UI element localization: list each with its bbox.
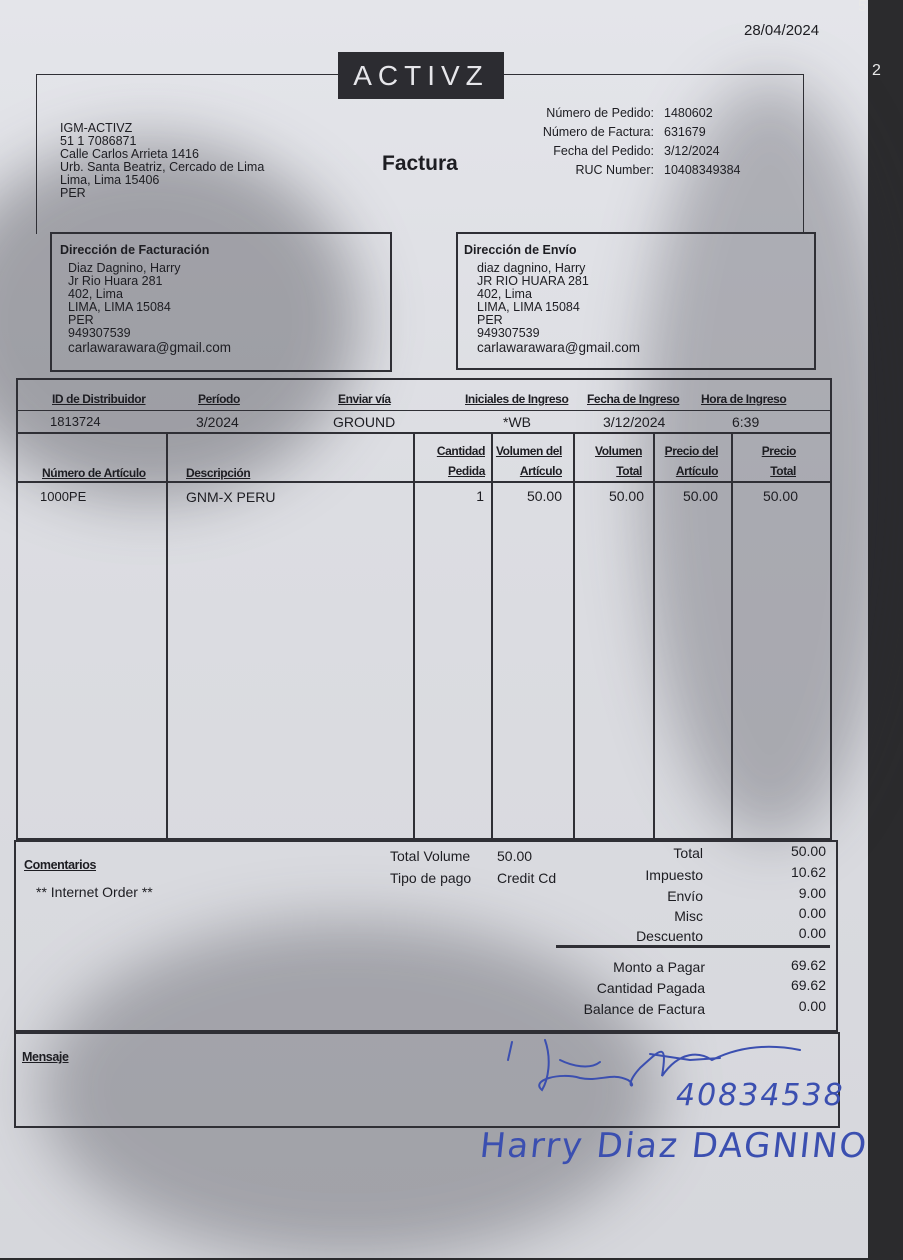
distributor-id-header: ID de Distribuidor	[52, 392, 146, 406]
message-heading: Mensaje	[22, 1050, 69, 1064]
column-divider	[653, 434, 655, 838]
company-address	[60, 122, 264, 200]
entry-time-header: Hora de Ingreso	[701, 392, 787, 406]
vol-item-cell: 50.00	[526, 488, 562, 504]
article-number-header: Número de Artículo	[42, 466, 146, 480]
entry-time-value: 6:39	[732, 414, 760, 430]
tax-value: 10.62	[790, 864, 826, 880]
comments-text: ** Internet Order **	[36, 884, 153, 900]
ruc-value: 10408349384	[664, 163, 741, 177]
shipping-line: diaz dagnino, Harry	[477, 261, 586, 275]
vol-total-header-2: Total	[616, 464, 642, 478]
company-line: Lima, Lima 15406	[60, 173, 160, 187]
company-line: PER	[60, 186, 86, 200]
billing-line: 949307539	[68, 326, 131, 340]
entry-initials-value: *WB	[503, 414, 531, 430]
amount-due-value: 69.62	[790, 957, 826, 973]
message-box	[14, 1032, 840, 1128]
shipping-line: 402, Lima	[477, 287, 532, 301]
company-logo: ACTIVZ	[338, 52, 504, 99]
billing-line: Diaz Dagnino, Harry	[68, 261, 181, 275]
invoice-number-value: 631679	[664, 125, 706, 139]
entry-date-value: 3/12/2024	[603, 414, 666, 430]
billing-line: PER	[68, 313, 94, 327]
billing-line: 402, Lima	[68, 287, 123, 301]
total-label: Total	[673, 845, 703, 861]
discount-value: 0.00	[798, 925, 826, 941]
entry-initials-header: Iniciales de Ingreso	[465, 392, 569, 406]
order-number-label: Número de Pedido:	[546, 106, 654, 120]
total-value: 50.00	[790, 843, 826, 859]
company-line: Calle Carlos Arrieta 1416	[60, 147, 199, 161]
column-divider	[731, 434, 733, 838]
billing-line: Jr Rio Huara 281	[68, 274, 163, 288]
shipping-line: PER	[477, 313, 503, 327]
misc-label: Misc	[674, 908, 703, 924]
entry-date-header: Fecha de Ingreso	[587, 392, 680, 406]
period-value: 3/2024	[196, 414, 239, 430]
top-date: 28/04/2024	[744, 22, 820, 39]
price-item-cell: 50.00	[682, 488, 718, 504]
shipping-line: JR RIO HUARA 281	[477, 274, 589, 288]
total-volume-value: 50.00	[497, 848, 533, 864]
order-date-label: Fecha del Pedido:	[553, 144, 654, 158]
ruc-label: RUC Number:	[575, 163, 654, 177]
ship-via-value: GROUND	[333, 414, 396, 430]
total-volume-label: Total Volume	[390, 848, 471, 864]
meta-divider	[18, 410, 830, 411]
period-header: Período	[198, 392, 240, 406]
price-total-header-1: Precio	[761, 444, 796, 458]
shipping-label: Envío	[667, 888, 703, 904]
price-item-header-2: Artículo	[675, 464, 718, 478]
vol-total-header-1: Volumen	[595, 444, 642, 458]
shipping-line: 949307539	[477, 326, 540, 340]
meta-bottom-rule	[18, 432, 830, 434]
company-line: Urb. Santa Beatriz, Cercado de Lima	[60, 160, 265, 174]
company-line: 51 1 7086871	[60, 134, 137, 148]
qty-cell: 1	[476, 488, 484, 504]
price-total-header-2: Total	[770, 464, 796, 478]
description-cell: GNM-X PERU	[186, 489, 276, 505]
handwritten-name: Harry Diaz DAGNINO	[477, 1126, 871, 1166]
billing-email: carlawarawara@gmail.com	[68, 340, 232, 355]
order-date-value: 3/12/2024	[664, 144, 720, 158]
column-divider	[413, 434, 415, 838]
column-divider	[491, 434, 493, 838]
document-title: Factura	[382, 152, 458, 175]
totals-underline	[556, 945, 830, 948]
payment-type-label: Tipo de pago	[390, 870, 472, 886]
order-number-value: 1480602	[664, 106, 713, 120]
shipping-line: LIMA, LIMA 15084	[477, 300, 580, 314]
shipping-heading: Dirección de Envío	[464, 243, 577, 257]
vol-item-header-1: Volumen del	[495, 444, 562, 458]
qty-header-1: Cantidad	[436, 444, 485, 458]
edge-number: 2	[872, 62, 881, 79]
billing-line: LIMA, LIMA 15084	[68, 300, 171, 314]
billing-heading: Dirección de Facturación	[60, 243, 210, 257]
column-divider	[166, 434, 168, 838]
tax-label: Impuesto	[645, 867, 703, 883]
discount-label: Descuento	[636, 928, 703, 944]
company-line: IGM-ACTIVZ	[60, 121, 133, 135]
qty-header-2: Pedida	[448, 464, 485, 478]
billing-lines	[68, 262, 231, 356]
vol-total-cell: 50.00	[608, 488, 644, 504]
price-total-cell: 50.00	[762, 488, 798, 504]
ship-via-header: Enviar vía	[338, 392, 391, 406]
amount-paid-label: Cantidad Pagada	[596, 980, 705, 996]
comments-heading: Comentarios	[24, 858, 97, 872]
price-item-header-1: Precio del	[664, 444, 718, 458]
column-divider	[573, 434, 575, 838]
handwritten-number: 40834538	[676, 1078, 845, 1113]
items-header-rule	[18, 481, 830, 483]
description-header: Descripción	[186, 466, 251, 480]
header-rule-right	[803, 74, 804, 234]
shipping-email: carlawarawara@gmail.com	[477, 340, 641, 355]
edge-number: 5	[858, 0, 867, 15]
invoice-balance-label: Balance de Factura	[583, 1001, 705, 1017]
misc-value: 0.00	[798, 905, 826, 921]
amount-due-label: Monto a Pagar	[613, 959, 705, 975]
vol-item-header-2: Artículo	[519, 464, 562, 478]
shipping-lines	[477, 262, 640, 356]
invoice-number-label: Número de Factura:	[542, 125, 654, 139]
invoice-balance-value: 0.00	[798, 998, 826, 1014]
amount-paid-value: 69.62	[790, 977, 826, 993]
shipping-value: 9.00	[798, 885, 826, 901]
totals-box	[14, 840, 838, 1032]
header-rule-left	[36, 74, 37, 234]
article-number-cell: 1000PE	[40, 489, 87, 504]
payment-type-value: Credit Cd	[497, 870, 557, 886]
distributor-id-value: 1813724	[50, 414, 101, 429]
